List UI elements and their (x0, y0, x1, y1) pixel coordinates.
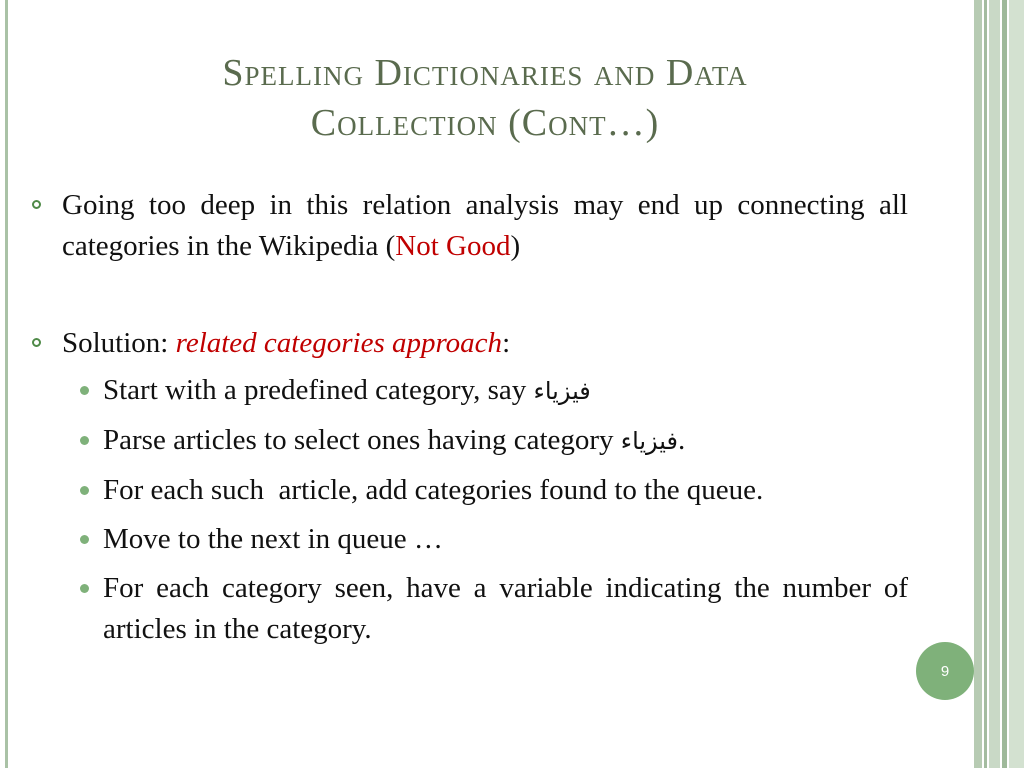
dot-bullet-icon (80, 436, 89, 445)
not-good-highlight: Not Good (395, 230, 511, 262)
sub-bullet-add (30, 470, 908, 511)
arabic-category: فيزياء (620, 427, 679, 455)
solution-label: Solution: (62, 327, 176, 359)
arabic-category: فيزياء (533, 377, 591, 405)
sub-bullet-parse (30, 420, 908, 462)
slide-title (60, 48, 910, 148)
sub-bullet-move (30, 519, 908, 560)
sub-bullet-start (30, 370, 908, 412)
sub-bullet-text: For each category seen, have a variable indicating the number of articles in the category. (103, 572, 908, 645)
title-line-1: Spelling Dictionaries and Data (222, 52, 748, 94)
title-line-2: Collection (Cont…) (310, 102, 660, 144)
bullet-solution (30, 323, 908, 364)
ring-bullet-icon (32, 200, 41, 209)
approach-highlight: related categories approach (175, 327, 503, 359)
sub-bullet-text: Move to the next in queue … (103, 523, 443, 555)
dot-bullet-icon (80, 486, 89, 495)
dot-bullet-icon (80, 386, 89, 395)
page-number: 9 (940, 662, 950, 680)
ring-bullet-icon (32, 338, 41, 347)
sub-bullet-text: Parse articles to select ones having category (103, 424, 621, 456)
bullet-text: Going too deep in this relation analysis may end up connecting all categories in the Wikipedia ( (62, 189, 908, 262)
solution-colon: : (502, 327, 511, 359)
bullet-not-good (30, 185, 908, 267)
left-border-line (5, 0, 8, 768)
slide-body (30, 185, 908, 658)
sub-bullet-variable (30, 568, 908, 650)
dot-bullet-icon (80, 535, 89, 544)
dot-bullet-icon (80, 584, 89, 593)
sub-bullet-text: For each such article, add categories found to the queue. (103, 474, 764, 506)
sub-bullet-text: Start with a predefined category, say (103, 374, 534, 406)
bullet-text-end: ) (510, 230, 521, 262)
sub-bullet-list (30, 370, 908, 650)
sub-bullet-text-end: . (678, 424, 686, 456)
right-decorative-border (974, 0, 1024, 768)
page-number-badge (916, 642, 974, 700)
